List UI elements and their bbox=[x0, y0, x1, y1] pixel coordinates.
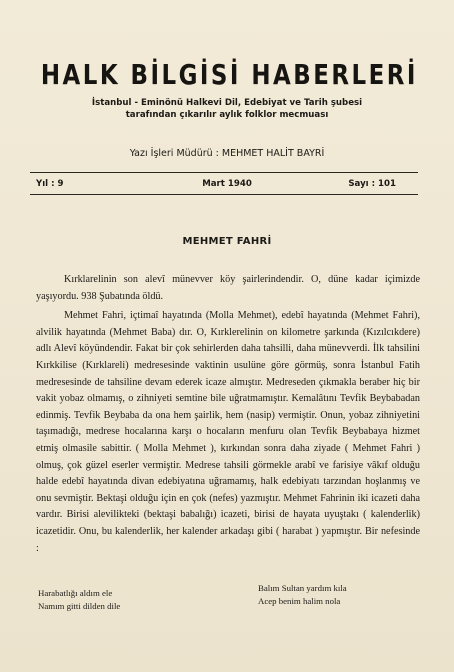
masthead bbox=[0, 58, 454, 121]
masthead-subtitle-line-1: İstanbul - Eminönü Halkevi Dil, Edebiyat ve Tarih şubesi bbox=[91, 98, 363, 108]
top-rule bbox=[30, 172, 418, 173]
bottom-rule bbox=[30, 194, 418, 195]
verse-left-line-1: Harabatlığı aldım ele bbox=[38, 588, 113, 598]
article-body bbox=[36, 272, 420, 557]
verse-right bbox=[258, 582, 347, 608]
article-paragraph-2: Mehmet Fahri, içtimaî hayatında (Molla Mehmet), edebî hayatında (Mehmet Fahri), alvilik hayatında (Mehmet Baba) dır. O, Kırklerelinin on kilometre şarkında (Kızılcıkdere) adlı Alevî köyündendir. Fakat bir çok sehirlerden daha tahsilli, daha münevverdi. İlk tahsilini Kırkkilise (Kırklareli) medresesinde vaktinin usulüne göre görmüş, sonra İstanbul Fatih medresesinde de tahsiline devam ederek icaze almıştır. Medreseden çıkmakla beraber hiç bir vakit yobaz olmamış, o zihniyeti semtine bile uğratmamıştır. Kemalâtını Tevfik Beybabadan edinmiş. Tevfik Beybaba da ona hem şairlik, hem (nasip) vermiştir. Onun, yobaz zihniyetini taşımadığı, medrese hocalarına karşı o hocaların menfuru olan Tevfik Beybabaya hizmet etmiş olmasile sabittir. ( Molla Mehmet ), kırkından sonra daha ziyade ( Mehmet Fahri ) olmuş, çok güzel eserler vermiştir. Medrese tahsili görmekle arabî ve farisiye vâkıf olduğu halde edebî hayatında divan edebiyatına uğramamış, halk edebiyatı tarzından hoşlanmış ve onu sevmiştir. Bektaşi olduğu için en çok (nefes) yazmıştır. Mehmet Fahrinin iki icazeti daha vardır. Birisi alevilikteki (bektaşi babalığı) icazeti, birisi de hayata uyuştakı ( kalenderlik) icazetidir. Onu, bu kalenderlik, her kalender arkadaşı gibi ( harabat ) yapmıştır. Bir nefesinde : bbox=[36, 310, 420, 554]
verse-right-line-2: Acep benim halim nola bbox=[258, 596, 341, 606]
masthead-subtitle-line-2: tarafından çıkarılır aylık folklor mecmuası bbox=[125, 110, 329, 120]
issue-year: Yıl : 9 bbox=[36, 179, 64, 189]
magazine-title: HALK BİLGİSİ HABERLERİ bbox=[40, 58, 418, 91]
article-title: MEHMET FAHRİ bbox=[182, 236, 272, 247]
editor-line: Yazı İşleri Müdürü : MEHMET HALİT BAYRİ bbox=[129, 148, 325, 159]
verse-right-line-1: Balım Sultan yardım kıla bbox=[258, 583, 347, 593]
issue-number: Sayı : 101 bbox=[348, 179, 396, 189]
verse-left-line-2: Namım gitti dilden dile bbox=[38, 601, 121, 611]
issue-date: Mart 1940 bbox=[202, 179, 252, 189]
article-paragraph-1: Kırklarelinin son alevî münevver köy şairlerindendir. O, düne kadar içimizde yaşıyordu. 938 Şubatında öldü. bbox=[36, 274, 420, 302]
verse-left bbox=[38, 587, 120, 613]
